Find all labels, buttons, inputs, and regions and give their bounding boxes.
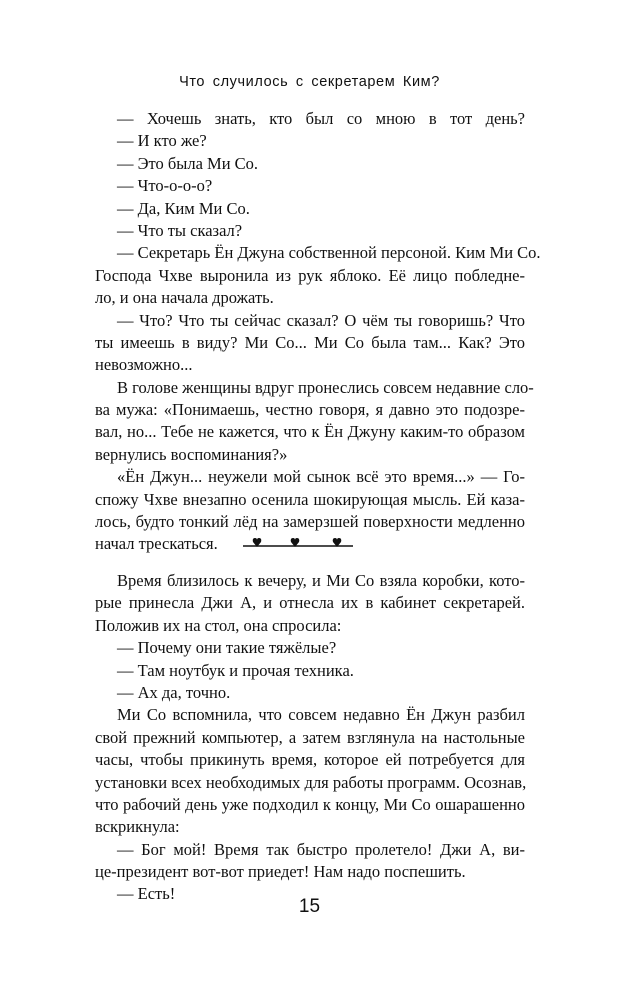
text-line: — Там ноутбук и прочая техника.: [117, 660, 354, 680]
text-line: — Да, Ким Ми Со.: [117, 198, 250, 218]
page-number: 15: [298, 896, 321, 917]
text-line: — Это была Ми Со.: [117, 153, 259, 173]
text-line: часы, чтобы прикинуть время, которое ей потребуется для: [95, 750, 525, 770]
text-block-2: [95, 570, 525, 906]
text-line: установки всех необходимых для работы программ. Осознав,: [95, 772, 527, 792]
text-line: Ми Со вспомнила, что совсем недавно Ён Джун разбил: [117, 705, 525, 725]
text-line: — Бог мой! Время так быстро пролетело! Джи А, ви-: [117, 839, 525, 859]
running-head: Что случилось с секретарем Ким?: [179, 74, 440, 90]
text-line: — Есть!: [117, 884, 176, 904]
text-line: невозможно...: [95, 355, 193, 375]
text-line: В голове женщины вдруг пронеслись совсем недавние сло-: [117, 377, 534, 397]
text-line: — Что ты сказал?: [117, 220, 243, 240]
text-line: рые принесла Джи А, и отнесла их в кабинет секретарей.: [95, 593, 525, 613]
text-line: что рабочий день уже подходил к концу, Ми Со ошарашенно: [95, 794, 525, 814]
text-line: це-президент вот-вот приедет! Нам надо поспешить.: [95, 862, 466, 882]
text-line: вскрикнула:: [95, 817, 180, 837]
text-line: — Хочешь знать, кто был со мною в тот день?: [117, 109, 525, 128]
text-block-1: [95, 108, 541, 556]
text-line: ло, и она начала дрожать.: [95, 288, 274, 308]
text-line: свой прежний компьютер, а затем взглянула на настольные: [95, 727, 525, 747]
text-line: — Что? Что ты сейчас сказал? О чём ты говоришь? Что: [117, 310, 525, 330]
text-line: — Ах да, точно.: [117, 682, 231, 702]
text-line: — Что-о-о-о?: [117, 176, 213, 196]
text-line: — Почему они такие тяжёлые?: [117, 638, 337, 658]
text-line: вернулись воспоминания?»: [95, 444, 288, 464]
text-line: лось, будто тонкий лёд на замерзшей поверхности медленно: [95, 512, 525, 532]
text-line: Время близилось к вечеру, и Ми Со взяла коробки, кото-: [117, 571, 525, 590]
text-line: спожу Чхве внезапно осенила шокирующая мысль. Ей каза-: [95, 489, 525, 509]
section-divider-icon: [243, 531, 353, 553]
text-line: ва мужа: «Понимаешь, честно говоря, я давно это подозре-: [95, 400, 525, 420]
text-line: — Секретарь Ён Джуна собственной персоной. Ким Ми Со.: [117, 243, 541, 263]
text-line: — И кто же?: [117, 131, 207, 151]
text-line: Положив их на стол, она спросила:: [95, 615, 342, 635]
text-line: Господа Чхве выронила из рук яблоко. Её лицо побледне-: [95, 265, 525, 285]
text-line: «Ён Джун... неужели мой сынок всё это время...» — Го-: [117, 467, 525, 487]
text-line: ты имеешь в виду? Ми Со... Ми Со была там... Как? Это: [95, 332, 525, 352]
text-line: вал, но... Тебе не кажется, что к Ён Джуну каким-то образом: [95, 422, 525, 442]
text-line: начал трескаться.: [95, 534, 218, 554]
